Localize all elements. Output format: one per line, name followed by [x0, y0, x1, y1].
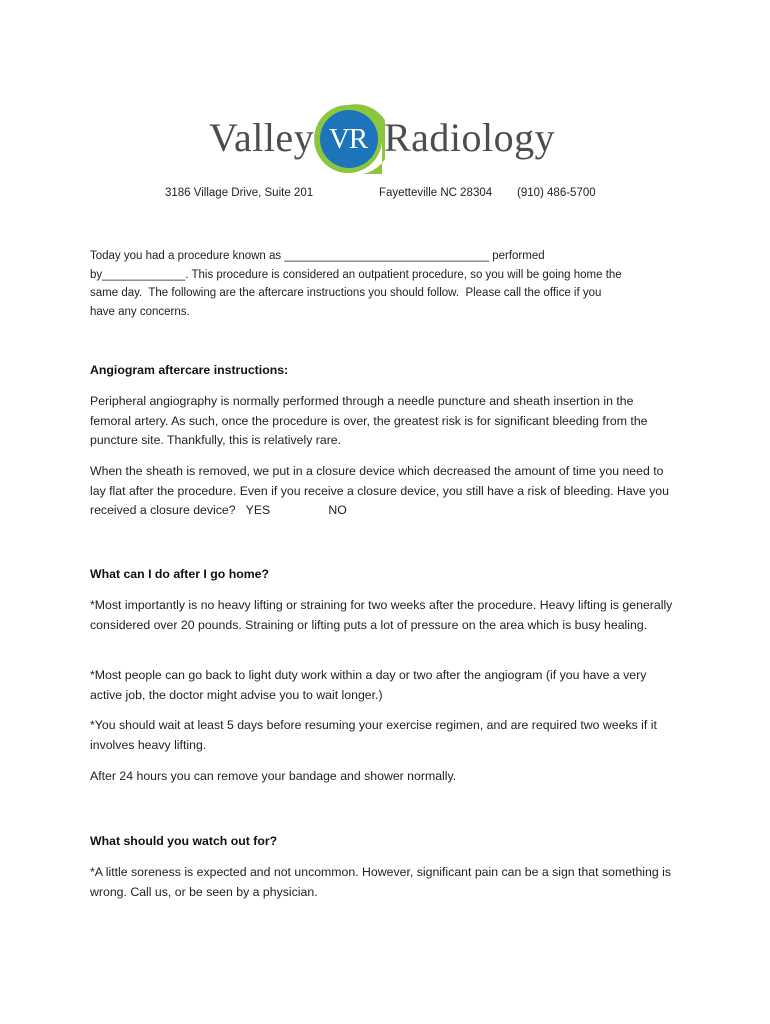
angiogram-paragraph-1: Peripheral angiography is normally performed through a needle puncture and sheath insertion in the femoral artery. As such, once the procedure is over, the greatest risk is for significant bleeding from the puncture site. Thankfully, this is relatively rare.	[90, 394, 648, 447]
intro-line-3: same day. The following are the aftercare instructions you should follow. Please call the office if you	[90, 287, 602, 299]
logo-initials: VR	[328, 123, 368, 155]
intro-line-2: by_____________. This procedure is considered an outpatient procedure, so you will be going home the	[90, 268, 622, 281]
intro-line-1: Today you had a procedure known as ________________________________ performed	[90, 250, 545, 262]
after-home-paragraph-1: *Most importantly is no heavy lifting or straining for two weeks after the procedure. Heavy lifting is generally considered over 20 pounds. Straining or lifting puts a lot of pressure on the area which is busy healing.	[90, 598, 673, 632]
address-street: 3186 Village Drive, Suite 201	[165, 187, 314, 199]
after-home-paragraph-2: *Most people can go back to light duty work within a day or two after the angiogram (if you have a very active job, the doctor might advise you to wait longer.)	[90, 668, 647, 702]
watch-out-paragraph-1-block	[90, 863, 675, 902]
after-home-paragraph-1-block	[90, 596, 675, 635]
address-city: Fayetteville NC 28304	[379, 187, 493, 199]
section-heading: What should you watch out for?	[90, 834, 278, 848]
intro-line-4: have any concerns.	[90, 305, 190, 318]
after-home-paragraph-4: After 24 hours you can remove your bandage and shower normally.	[90, 769, 457, 783]
angiogram-paragraph-1-block	[90, 392, 675, 451]
valley-radiology-logo	[209, 100, 554, 180]
section-heading: What can I do after I go home?	[90, 567, 269, 581]
after-home-paragraph-3: *You should wait at least 5 days before resuming your exercise regimen, and are required two weeks if it involves heavy lifting.	[90, 718, 657, 752]
angiogram-paragraph-2-text: When the sheath is removed, we put in a closure device which decreased the amount of time you need to lay flat after the procedure. Even if you receive a closure device, you still have a risk of bleeding. Have you received a closure device?	[90, 464, 669, 517]
angiogram-paragraph-2-block	[90, 462, 675, 521]
closure-yes-option: YES	[245, 503, 271, 517]
section-angiogram-aftercare	[90, 361, 675, 379]
logo-word-radiology: Radiology	[384, 115, 556, 160]
address-phone: (910) 486-5700	[517, 187, 596, 199]
section-after-home	[90, 565, 675, 583]
after-home-paragraph-3-block	[90, 716, 675, 755]
closure-no-option: NO	[328, 503, 347, 517]
logo-word-valley: Valley	[209, 115, 315, 160]
angiogram-paragraph-2	[90, 462, 675, 521]
after-home-paragraph-2-block	[90, 666, 675, 705]
after-home-paragraph-4-block	[90, 767, 675, 787]
section-heading: Angiogram aftercare instructions:	[90, 363, 289, 377]
watch-out-paragraph-1: *A little soreness is expected and not uncommon. However, significant pain can be a sign that something is wrong. Call us, or be seen by a physician.	[90, 865, 672, 899]
section-watch-out	[90, 832, 675, 850]
intro-paragraph	[90, 247, 690, 321]
